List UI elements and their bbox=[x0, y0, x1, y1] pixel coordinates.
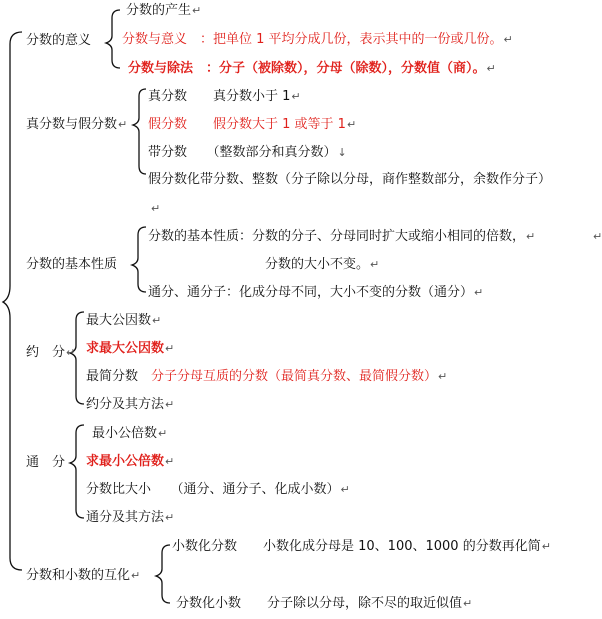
topic-label bbox=[26, 33, 91, 49]
item-text: 通分、通分子：化成分母不同，大小不变的分数（通分） bbox=[148, 285, 474, 300]
item-line bbox=[86, 482, 350, 498]
return-mark: ↵ bbox=[165, 342, 175, 355]
bracket-meaning bbox=[106, 10, 120, 68]
item-text: 分数的大小不变。 bbox=[265, 257, 370, 272]
item-line bbox=[148, 145, 347, 161]
topic-label bbox=[26, 257, 117, 273]
item-text: 最大公因数 bbox=[86, 313, 152, 328]
item-text: 真分数 真分数小于 1 bbox=[148, 89, 291, 104]
return-mark: ↵ bbox=[463, 597, 473, 610]
return-mark: ↵ bbox=[593, 230, 602, 243]
main-bracket bbox=[3, 32, 22, 570]
item-text: 小数化分数 小数化成分母是 10、100、1000 的分数再化简 bbox=[172, 539, 541, 554]
item-text: 分数与除法 ：分子（被除数），分母（除数），分数值（商）。 bbox=[128, 61, 486, 76]
return-mark: ↵ bbox=[192, 4, 202, 17]
bracket-fraction-decimal bbox=[156, 545, 170, 603]
item-text: 带分数 （整数部分和真分数） bbox=[148, 145, 337, 160]
item-text: 求最大公因数 bbox=[86, 341, 165, 356]
item-text: 分数的产生 bbox=[126, 3, 192, 18]
item-line bbox=[148, 89, 301, 105]
return-mark: ↵ bbox=[152, 314, 162, 327]
topic-text: 分数的意义 bbox=[26, 33, 92, 48]
item-text: 分数化小数 分子除以分母，除不尽的取近似值 bbox=[176, 596, 463, 611]
item-text: 分数与意义 ：把单位 1 平均分成几份，表示其中的一份或几份。 bbox=[122, 32, 503, 47]
topic-text: 分数和小数的互化 bbox=[26, 568, 131, 583]
topic-text: 通 分 bbox=[26, 455, 66, 470]
return-mark: ↵ bbox=[438, 370, 448, 383]
item-text: 最简分数 bbox=[86, 369, 152, 384]
bracket-basic-property bbox=[132, 227, 146, 292]
bracket-proper-improper bbox=[133, 89, 146, 174]
return-mark: ↵ bbox=[526, 230, 536, 243]
return-mark: ↵ bbox=[370, 258, 380, 271]
return-mark: ↵ bbox=[131, 569, 141, 582]
return-mark: ↵ bbox=[151, 202, 161, 215]
topic-label bbox=[26, 568, 140, 584]
item-text: 分子分母互质的分数（最简真分数、最简假分数） bbox=[151, 369, 438, 384]
item-line bbox=[176, 596, 472, 612]
item-line bbox=[86, 313, 161, 329]
item-text: 分数比大小 （通分、通分子、化成小数） bbox=[86, 482, 340, 497]
topic-text: 真分数与假分数 bbox=[26, 117, 118, 132]
return-mark: ↵ bbox=[340, 483, 350, 496]
item-text: 约分及其方法 bbox=[86, 397, 165, 412]
item-line bbox=[148, 285, 483, 301]
item-line bbox=[148, 172, 551, 188]
return-mark: ↵ bbox=[486, 62, 496, 75]
item-line bbox=[86, 341, 174, 357]
return-mark: ↵ bbox=[165, 455, 175, 468]
return-mark: ↵ bbox=[165, 511, 175, 524]
return-mark: ↵ bbox=[291, 90, 301, 103]
topic-label bbox=[26, 345, 75, 361]
topic-text: 分数的基本性质 bbox=[26, 257, 118, 272]
return-mark: ↵ bbox=[541, 540, 551, 553]
return-mark: ↓ bbox=[337, 146, 347, 159]
item-text: 求最小公倍数 bbox=[86, 454, 165, 469]
return-mark: ↵ bbox=[346, 118, 357, 131]
topic-label bbox=[26, 455, 65, 471]
return-mark: ↵ bbox=[474, 286, 484, 299]
topic-label bbox=[26, 117, 127, 133]
item-line bbox=[86, 397, 174, 413]
item-text: 最小公倍数 bbox=[92, 426, 158, 441]
item-line bbox=[128, 61, 496, 77]
return-mark: ↵ bbox=[66, 346, 76, 359]
bracket-common-denominator bbox=[70, 425, 84, 518]
item-line bbox=[148, 229, 535, 245]
item-text: 通分及其方法 bbox=[86, 510, 165, 525]
item-line bbox=[86, 454, 174, 470]
return-mark: ↵ bbox=[158, 427, 168, 440]
item-line bbox=[265, 257, 379, 273]
item-line bbox=[92, 426, 167, 442]
item-text: 假分数化带分数、整数（分子除以分母，商作整数部分，余数作分子） bbox=[148, 172, 552, 187]
return-mark: ↵ bbox=[118, 118, 128, 131]
item-line bbox=[86, 510, 174, 526]
item-line bbox=[126, 3, 201, 19]
topic-text: 约 分 bbox=[26, 345, 66, 360]
item-text: 假分数 假分数大于 1 或等于 1 bbox=[148, 117, 346, 132]
item-line bbox=[122, 32, 513, 48]
item-line bbox=[148, 117, 356, 133]
item-text: 分数的基本性质：分数的分子、分母同时扩大或缩小相同的倍数， bbox=[148, 229, 526, 244]
item-line bbox=[86, 369, 447, 385]
item-line bbox=[172, 539, 551, 555]
return-mark: ↵ bbox=[503, 33, 513, 46]
return-mark: ↵ bbox=[165, 398, 175, 411]
